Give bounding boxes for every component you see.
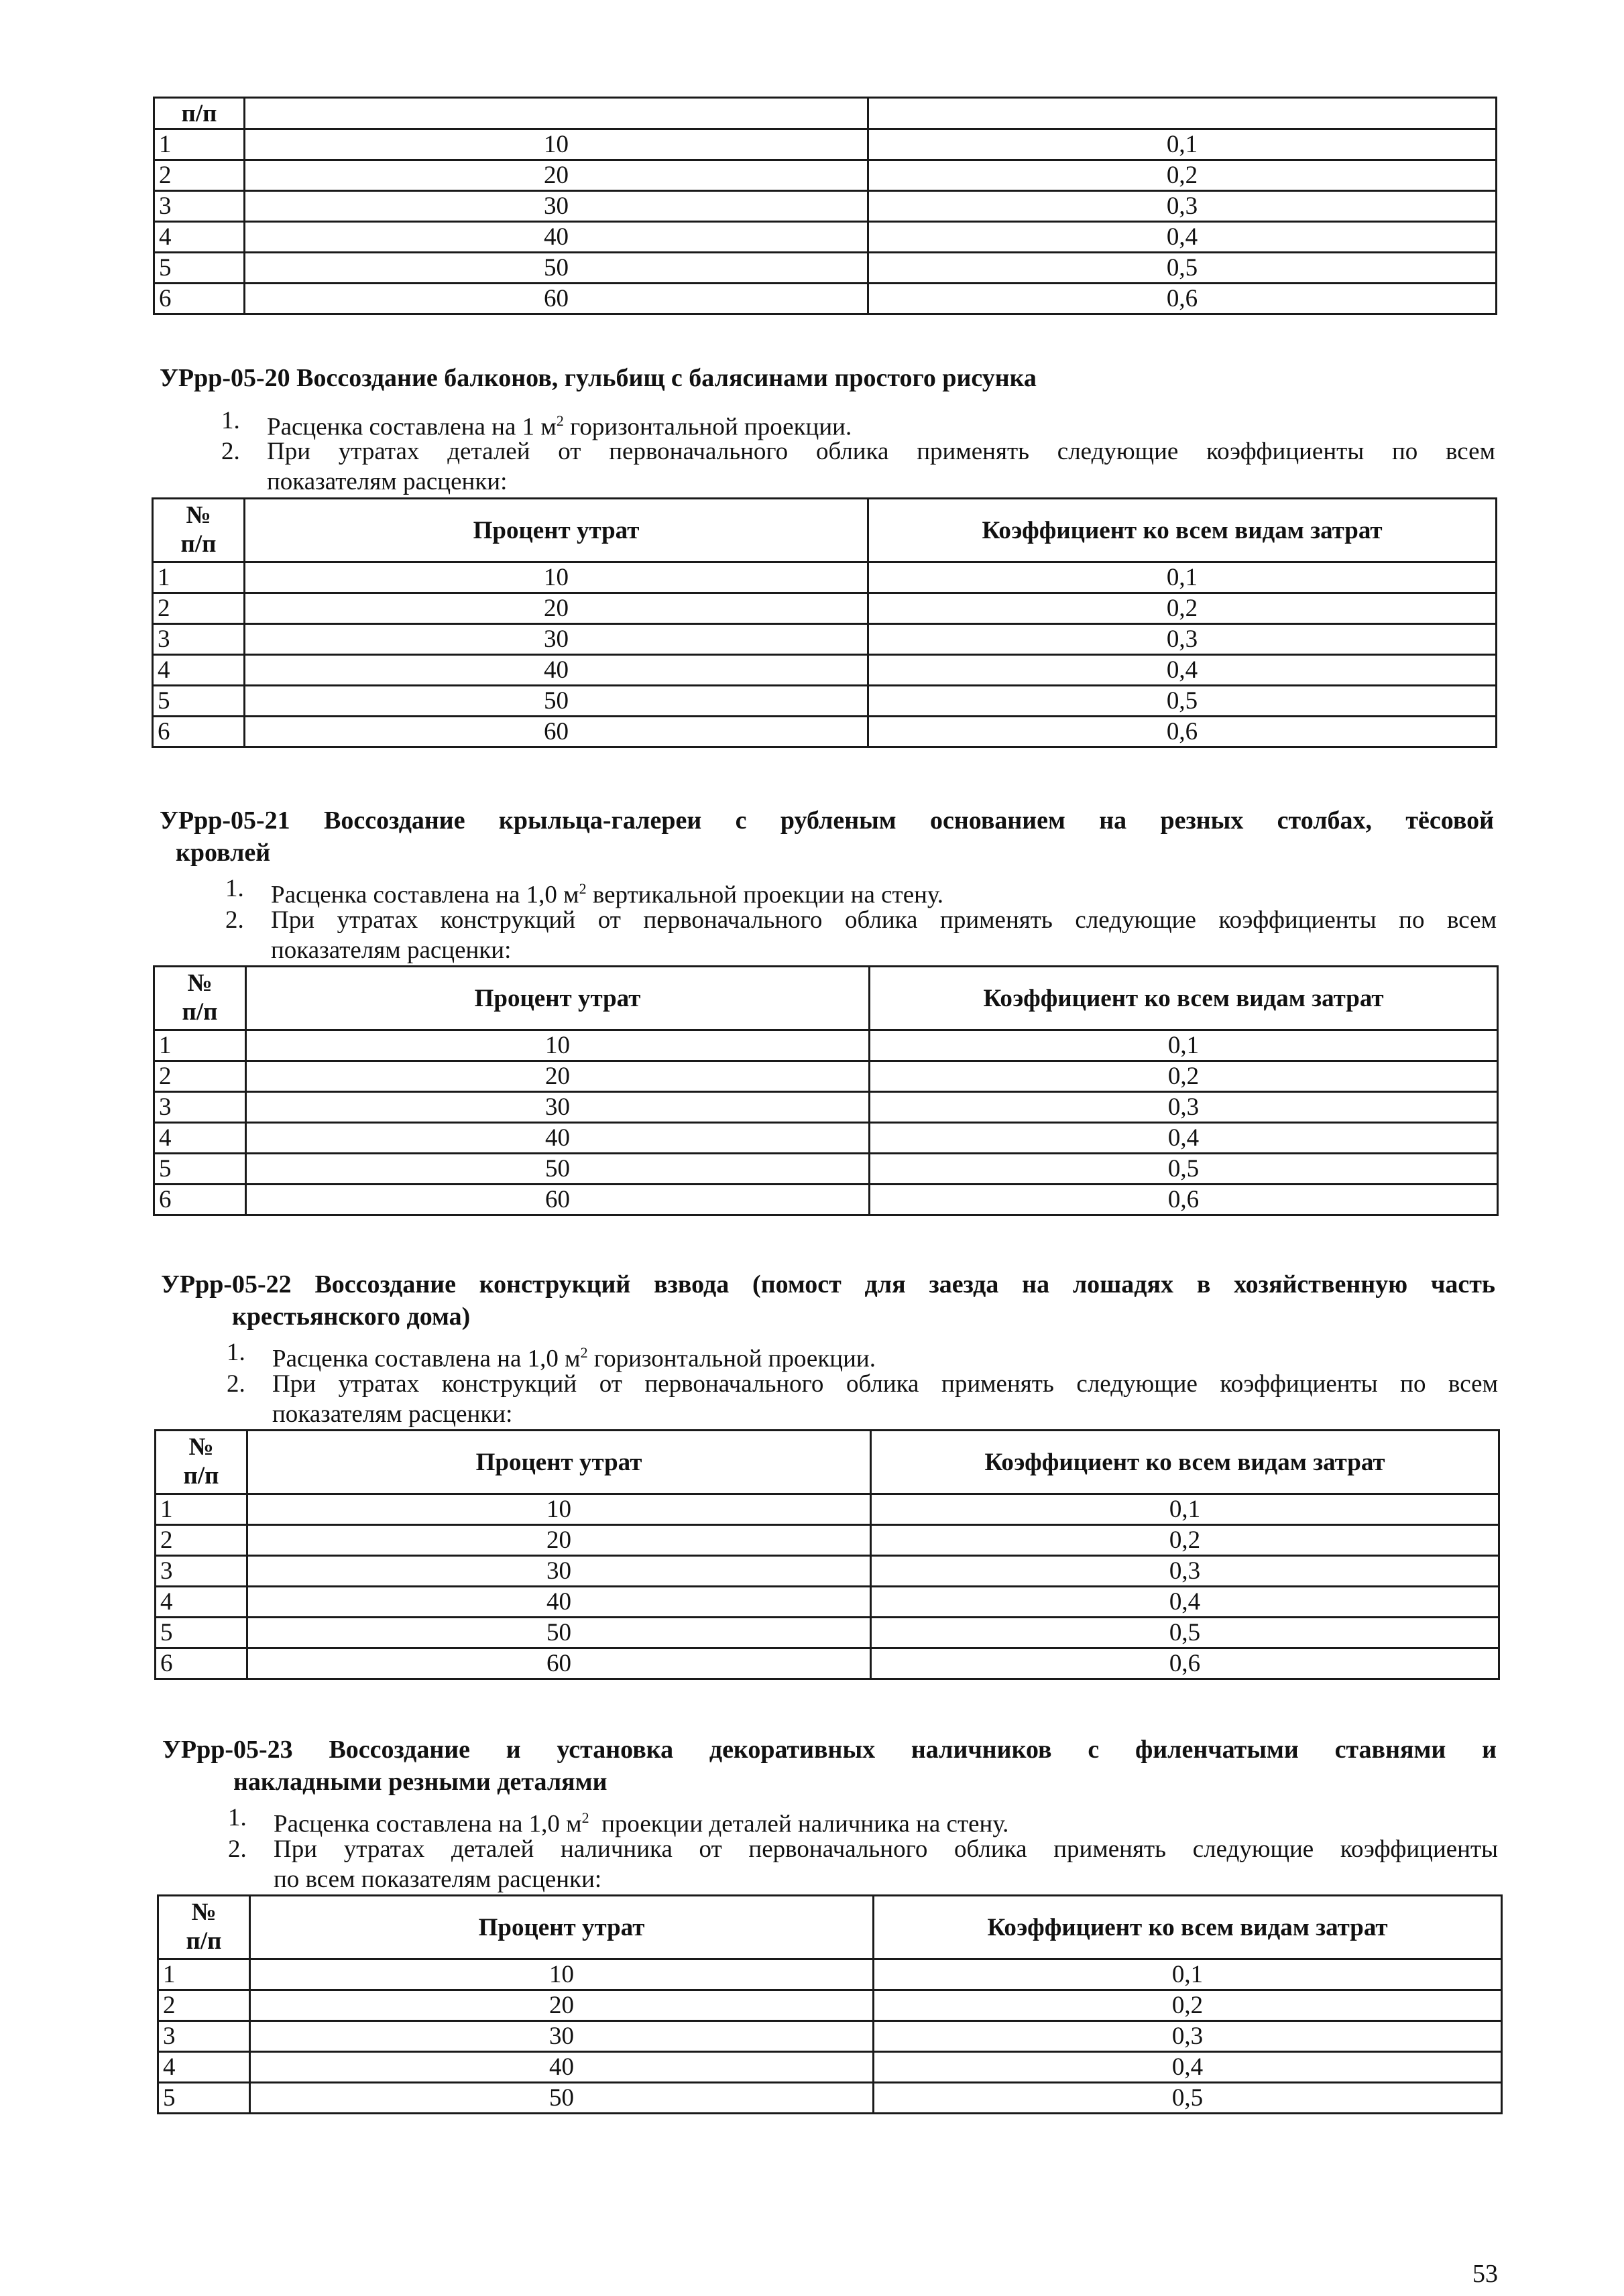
header-num: № п/п (156, 1431, 247, 1494)
row-coefficient: 0,3 (868, 191, 1497, 222)
row-percent: 20 (245, 593, 868, 624)
note-text-post: горизонтальной проекции. (563, 413, 852, 441)
table-row (154, 1092, 1498, 1123)
note-sup: 2 (579, 880, 587, 897)
header-pct: Процент утрат (246, 967, 870, 1030)
row-number: 2 (153, 593, 245, 624)
row-coefficient: 0,6 (868, 717, 1497, 747)
table-row (154, 222, 1497, 253)
table-body (156, 1494, 1499, 1679)
row-percent: 20 (250, 1990, 874, 2021)
section-title-cont: накладными резными деталями (233, 1768, 607, 1796)
table-row (153, 655, 1497, 686)
section-heading (160, 804, 1494, 869)
row-coefficient: 0,4 (868, 655, 1497, 686)
section-heading (161, 1268, 1495, 1333)
table-row (158, 1990, 1502, 2021)
row-percent: 20 (245, 160, 868, 191)
row-number: 6 (154, 1185, 246, 1215)
table-body (154, 1030, 1498, 1215)
section-title: УРрр-05-23 Воссоздание и установка декоративных наличников с филенчатыми ставнями и (162, 1736, 1497, 1764)
row-percent: 20 (246, 1061, 870, 1092)
row-coefficient: 0,5 (874, 2083, 1502, 2114)
row-number: 2 (154, 160, 245, 191)
table-row (154, 1061, 1498, 1092)
row-percent: 10 (247, 1494, 871, 1525)
coefficient-table-continued (153, 97, 1497, 315)
row-percent: 10 (245, 562, 868, 593)
table-body (153, 562, 1497, 747)
table-row (154, 191, 1497, 222)
table-body (154, 129, 1497, 314)
row-percent: 60 (246, 1185, 870, 1215)
coefficient-table (153, 965, 1499, 1216)
table-row (156, 1618, 1499, 1648)
row-coefficient: 0,5 (870, 1154, 1498, 1185)
header-coef: Коэффициент ко всем видам затрат (870, 967, 1498, 1030)
table-row (158, 2052, 1502, 2083)
note-number: 2. (221, 438, 240, 465)
row-number: 3 (154, 1092, 246, 1123)
section-title: УРрр-05-22 Воссоздание конструкций взвода (помост для заезда на лошадях в хозяйственную часть (161, 1270, 1495, 1298)
note-number: 1. (225, 875, 244, 902)
section-title: УРрр-05-21 Воссоздание крыльца-галереи с рубленым основанием на резных столбах, тёсовой (160, 806, 1494, 835)
note-2 (221, 436, 1495, 497)
row-number: 3 (154, 191, 245, 222)
note-number: 2. (228, 1835, 247, 1863)
row-number: 2 (154, 1061, 246, 1092)
header-pct: Процент утрат (250, 1896, 874, 1959)
row-coefficient: 0,4 (868, 222, 1497, 253)
header-num: № п/п (154, 967, 246, 1030)
table-row (153, 624, 1497, 655)
row-coefficient: 0,1 (874, 1959, 1502, 1990)
header-coef: Коэффициент ко всем видам затрат (874, 1896, 1502, 1959)
note-text: показателям расценки: (271, 936, 512, 964)
row-number: 6 (156, 1648, 247, 1679)
row-number: 2 (156, 1525, 247, 1556)
row-coefficient: 0,1 (868, 562, 1497, 593)
row-percent: 40 (245, 222, 868, 253)
note-text: При утратах конструкций от первоначального облика применять следующие коэффициенты по всем (272, 1370, 1498, 1398)
row-number: 3 (153, 624, 245, 655)
row-coefficient: 0,1 (870, 1030, 1498, 1061)
note-text: При утратах конструкций от первоначального облика применять следующие коэффициенты по всем (271, 906, 1497, 934)
note-text: показателям расценки: (272, 1400, 513, 1428)
row-coefficient: 0,4 (870, 1123, 1498, 1154)
table-row (153, 717, 1497, 747)
note-number: 1. (221, 407, 240, 434)
row-coefficient: 0,3 (871, 1556, 1499, 1587)
note-text: Расценка составлена на 1 м (267, 413, 557, 441)
note-number: 1. (227, 1339, 245, 1366)
row-coefficient: 0,1 (868, 129, 1497, 160)
row-coefficient: 0,5 (868, 686, 1497, 717)
row-percent: 30 (246, 1092, 870, 1123)
table-body (158, 1959, 1502, 2114)
row-coefficient: 0,3 (868, 624, 1497, 655)
note-2 (225, 905, 1497, 965)
section-heading (160, 362, 1494, 394)
header-num: № п/п (158, 1896, 250, 1959)
table-header-row (154, 98, 1497, 129)
note-text-post: горизонтальной проекции. (587, 1345, 876, 1373)
row-percent: 30 (247, 1556, 871, 1587)
page-number: 53 (1472, 2260, 1498, 2288)
table-row (154, 1154, 1498, 1185)
row-number: 1 (154, 1030, 246, 1061)
note-number: 2. (225, 906, 244, 934)
row-percent: 10 (250, 1959, 874, 1990)
row-percent: 50 (245, 686, 868, 717)
table-row (154, 129, 1497, 160)
table-row (156, 1556, 1499, 1587)
table-header-row (158, 1896, 1502, 1959)
header-pct: Процент утрат (247, 1431, 871, 1494)
row-number: 1 (156, 1494, 247, 1525)
table-header-row (154, 967, 1498, 1030)
note-sup: 2 (581, 1809, 589, 1826)
row-coefficient: 0,2 (871, 1525, 1499, 1556)
table-row (153, 593, 1497, 624)
row-percent: 50 (250, 2083, 874, 2114)
header-pct: Процент утрат (245, 499, 868, 562)
row-percent: 60 (245, 717, 868, 747)
row-percent: 10 (245, 129, 868, 160)
row-percent: 40 (247, 1587, 871, 1618)
header-num: № п/п (153, 499, 245, 562)
header-coef (868, 98, 1497, 129)
row-number: 5 (154, 253, 245, 284)
row-coefficient: 0,2 (868, 593, 1497, 624)
row-number: 6 (153, 717, 245, 747)
row-number: 4 (158, 2052, 250, 2083)
note-number: 1. (228, 1804, 247, 1831)
row-coefficient: 0,5 (871, 1618, 1499, 1648)
section-title-cont: крестьянского дома) (232, 1303, 471, 1331)
row-number: 3 (156, 1556, 247, 1587)
note-sup: 2 (556, 412, 564, 429)
note-number: 2. (227, 1370, 245, 1398)
row-number: 5 (156, 1618, 247, 1648)
row-coefficient: 0,5 (868, 253, 1497, 284)
coefficient-table (157, 1894, 1503, 2114)
row-coefficient: 0,6 (871, 1648, 1499, 1679)
section-title: УРрр-05-20 Воссоздание балконов, гульбищ с балясинами простого рисунка (160, 364, 1037, 392)
row-number: 4 (156, 1587, 247, 1618)
row-number: 6 (154, 284, 245, 314)
table-row (154, 1123, 1498, 1154)
table-row (153, 686, 1497, 717)
note-text: При утратах деталей от первоначального облика применять следующие коэффициенты по всем (267, 438, 1495, 465)
row-coefficient: 0,2 (874, 1990, 1502, 2021)
row-number: 5 (153, 686, 245, 717)
header-coef: Коэффициент ко всем видам затрат (868, 499, 1497, 562)
row-percent: 50 (247, 1618, 871, 1648)
table-header-row (153, 499, 1497, 562)
table-row (154, 1185, 1498, 1215)
note-text: Расценка составлена на 1,0 м (272, 1345, 581, 1373)
row-percent: 60 (247, 1648, 871, 1679)
table-row (153, 562, 1497, 593)
header-pct (245, 98, 868, 129)
row-coefficient: 0,3 (870, 1092, 1498, 1123)
table-row (156, 1525, 1499, 1556)
row-number: 3 (158, 2021, 250, 2052)
section-title-cont: кровлей (176, 839, 271, 867)
row-coefficient: 0,1 (871, 1494, 1499, 1525)
row-percent: 10 (246, 1030, 870, 1061)
row-number: 2 (158, 1990, 250, 2021)
row-number: 4 (154, 1123, 246, 1154)
row-percent: 30 (245, 624, 868, 655)
row-percent: 20 (247, 1525, 871, 1556)
row-percent: 40 (246, 1123, 870, 1154)
note-text-post: вертикальной проекции на стену. (586, 881, 943, 909)
row-percent: 30 (245, 191, 868, 222)
row-percent: 50 (245, 253, 868, 284)
note-text-post: проекции деталей наличника на стену. (589, 1810, 1009, 1838)
note-text: Расценка составлена на 1,0 м (274, 1810, 582, 1838)
row-number: 1 (158, 1959, 250, 1990)
row-number: 5 (158, 2083, 250, 2114)
row-number: 1 (154, 129, 245, 160)
row-percent: 50 (246, 1154, 870, 1185)
table-row (156, 1494, 1499, 1525)
row-coefficient: 0,6 (870, 1185, 1498, 1215)
note-text: Расценка составлена на 1,0 м (271, 881, 579, 909)
row-number: 4 (154, 222, 245, 253)
table-row (154, 253, 1497, 284)
note-text: При утратах деталей наличника от первоначального облика применять следующие коэффициенты (274, 1835, 1498, 1863)
row-coefficient: 0,3 (874, 2021, 1502, 2052)
header-coef: Коэффициент ко всем видам затрат (871, 1431, 1499, 1494)
row-coefficient: 0,2 (870, 1061, 1498, 1092)
coefficient-table (154, 1429, 1500, 1680)
note-text: по всем показателям расценки: (274, 1866, 602, 1893)
row-number: 1 (153, 562, 245, 593)
header-num: п/п (154, 98, 245, 129)
table-row (154, 160, 1497, 191)
table-row (156, 1648, 1499, 1679)
row-percent: 40 (250, 2052, 874, 2083)
table-header-row (156, 1431, 1499, 1494)
table-row (158, 2021, 1502, 2052)
row-percent: 40 (245, 655, 868, 686)
row-percent: 60 (245, 284, 868, 314)
note-text: показателям расценки: (267, 468, 508, 495)
row-coefficient: 0,6 (868, 284, 1497, 314)
row-number: 4 (153, 655, 245, 686)
note-2 (227, 1369, 1498, 1429)
table-row (158, 2083, 1502, 2114)
row-coefficient: 0,4 (871, 1587, 1499, 1618)
note-2 (228, 1834, 1498, 1894)
row-number: 5 (154, 1154, 246, 1185)
table-row (154, 1030, 1498, 1061)
note-sup: 2 (580, 1344, 588, 1361)
table-row (158, 1959, 1502, 1990)
coefficient-table (152, 497, 1497, 748)
section-heading (162, 1734, 1497, 1798)
table-row (154, 284, 1497, 314)
table-row (156, 1587, 1499, 1618)
row-percent: 30 (250, 2021, 874, 2052)
row-coefficient: 0,2 (868, 160, 1497, 191)
row-coefficient: 0,4 (874, 2052, 1502, 2083)
